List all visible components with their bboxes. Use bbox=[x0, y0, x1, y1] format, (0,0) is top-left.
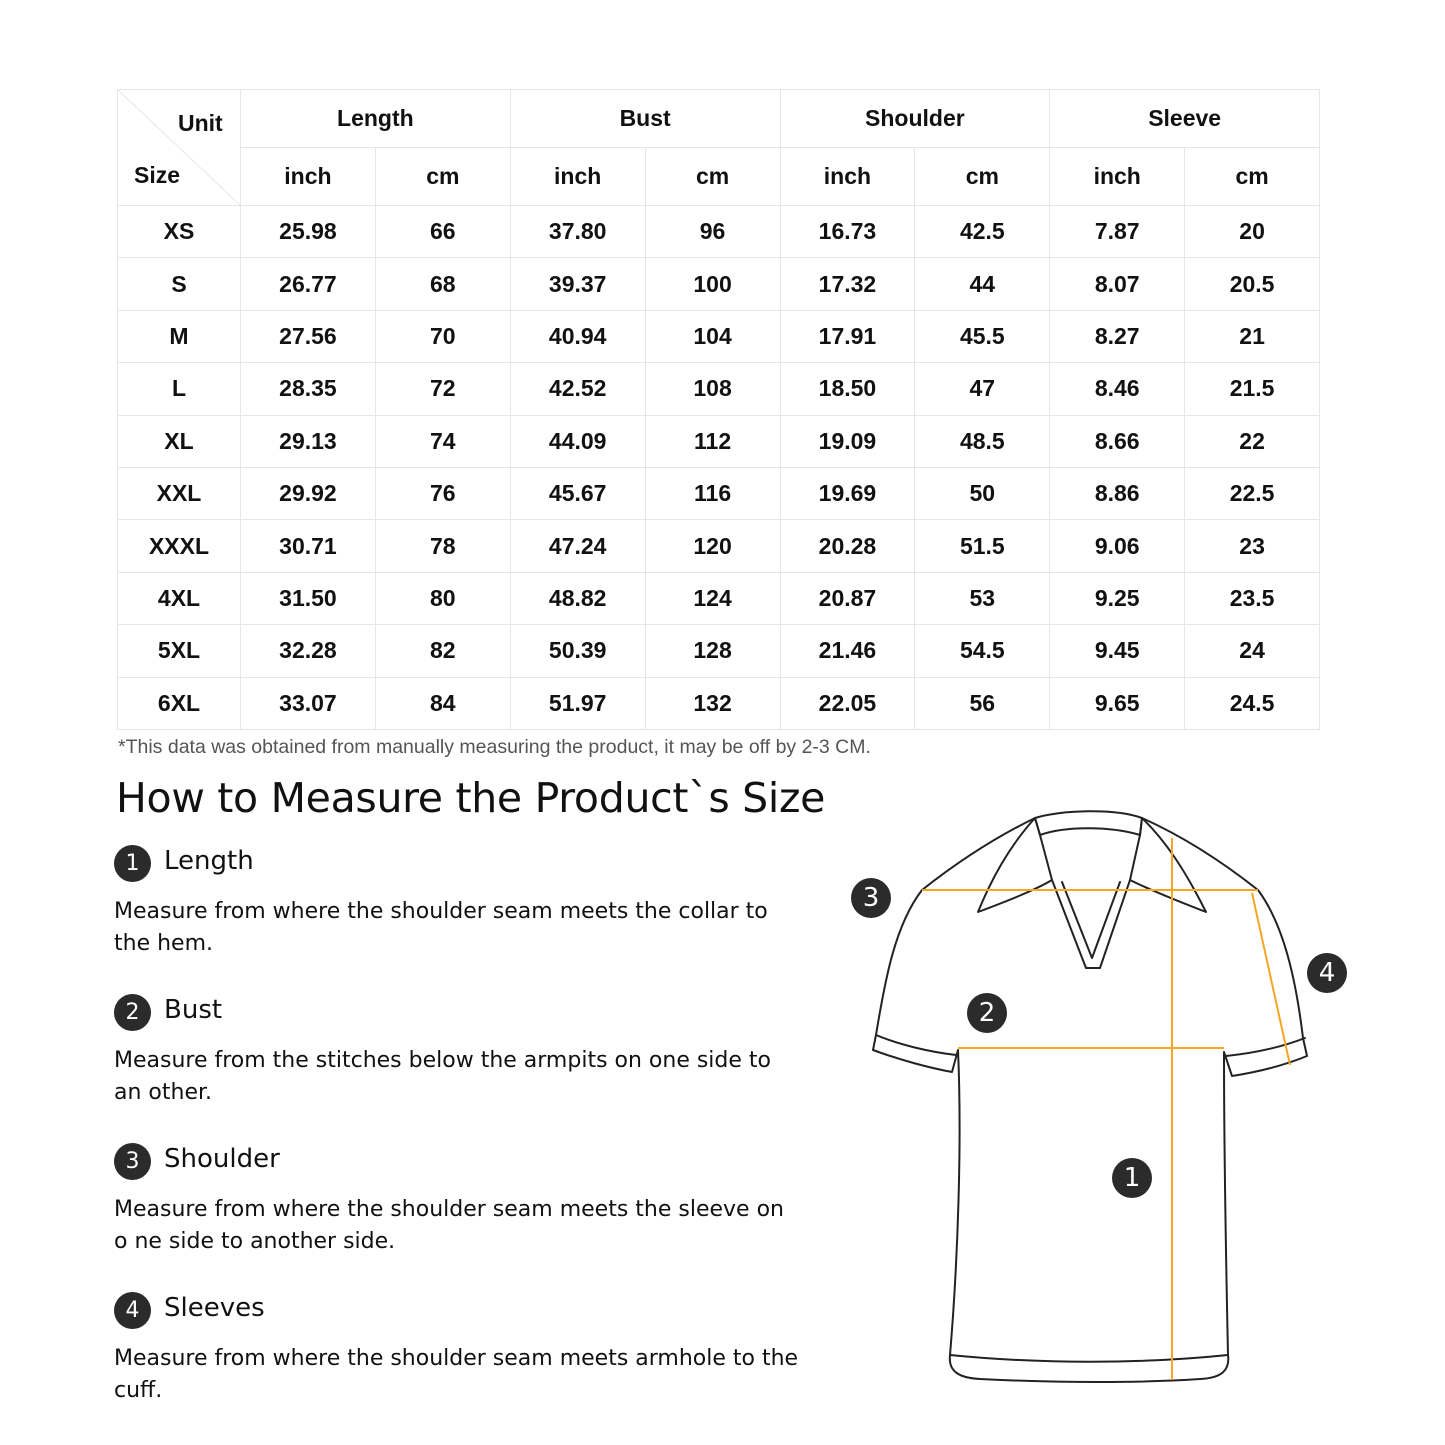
measurement-cell: 20 bbox=[1185, 206, 1320, 258]
diagram-marker-sleeve: 4 bbox=[1307, 953, 1347, 993]
measurement-footnote: *This data was obtained from manually measuring the product, it may be off by 2-3 CM. bbox=[118, 736, 871, 758]
table-row bbox=[118, 206, 1320, 258]
measurement-cell: 24.5 bbox=[1185, 677, 1320, 729]
unit-cell: inch bbox=[241, 148, 376, 206]
measurement-cell: 29.92 bbox=[241, 467, 376, 519]
table-row bbox=[118, 467, 1320, 519]
shirt-outline bbox=[873, 811, 1307, 1382]
measurement-cell: 68 bbox=[375, 258, 510, 310]
step-number-badge: 2 bbox=[114, 994, 151, 1031]
measurement-cell: 44.09 bbox=[510, 415, 645, 467]
step-description: Measure from where the shoulder seam meets the sleeve on o ne side to another side. bbox=[114, 1197, 784, 1254]
howto-title: How to Measure the Product`s Size bbox=[116, 774, 826, 822]
measurement-cell: 37.80 bbox=[510, 206, 645, 258]
table-corner-cell bbox=[118, 90, 241, 206]
measurement-cell: 56 bbox=[915, 677, 1050, 729]
step-description: Measure from the stitches below the armpits on one side to an other. bbox=[114, 1048, 772, 1105]
unit-cell: inch bbox=[510, 148, 645, 206]
size-label-cell: XS bbox=[118, 206, 241, 258]
measurement-cell: 40.94 bbox=[510, 310, 645, 362]
measurement-cell: 50 bbox=[915, 467, 1050, 519]
table-row bbox=[118, 310, 1320, 362]
measurement-cell: 20.28 bbox=[780, 520, 915, 572]
size-label-cell: S bbox=[118, 258, 241, 310]
measurement-cell: 17.32 bbox=[780, 258, 915, 310]
measurement-cell: 20.87 bbox=[780, 572, 915, 624]
measurement-cell: 21.5 bbox=[1185, 363, 1320, 415]
measurement-cell: 72 bbox=[375, 363, 510, 415]
measurement-cell: 19.69 bbox=[780, 467, 915, 519]
measurement-cell: 96 bbox=[645, 206, 780, 258]
unit-cell: cm bbox=[915, 148, 1050, 206]
measurement-cell: 44 bbox=[915, 258, 1050, 310]
measurement-cell: 104 bbox=[645, 310, 780, 362]
measurement-cell: 22.5 bbox=[1185, 467, 1320, 519]
measurement-cell: 22 bbox=[1185, 415, 1320, 467]
table-row bbox=[118, 625, 1320, 677]
measurement-cell: 9.25 bbox=[1050, 572, 1185, 624]
header-length: Length bbox=[241, 90, 511, 148]
measurement-cell: 84 bbox=[375, 677, 510, 729]
measurement-cell: 39.37 bbox=[510, 258, 645, 310]
measurement-cell: 132 bbox=[645, 677, 780, 729]
size-label-cell: L bbox=[118, 363, 241, 415]
measurement-cell: 42.5 bbox=[915, 206, 1050, 258]
measurement-cell: 70 bbox=[375, 310, 510, 362]
step-number-badge: 1 bbox=[114, 845, 151, 882]
unit-cell: cm bbox=[645, 148, 780, 206]
measurement-cell: 42.52 bbox=[510, 363, 645, 415]
measurement-cell: 23.5 bbox=[1185, 572, 1320, 624]
header-sleeve: Sleeve bbox=[1050, 90, 1320, 148]
measurement-cell: 9.45 bbox=[1050, 625, 1185, 677]
table-header-row bbox=[118, 90, 1320, 148]
size-label-cell: M bbox=[118, 310, 241, 362]
measurement-cell: 33.07 bbox=[241, 677, 376, 729]
measurement-cell: 74 bbox=[375, 415, 510, 467]
measurement-cell: 128 bbox=[645, 625, 780, 677]
measurement-cell: 9.65 bbox=[1050, 677, 1185, 729]
measurement-cell: 47 bbox=[915, 363, 1050, 415]
measurement-cell: 50.39 bbox=[510, 625, 645, 677]
measurement-cell: 8.07 bbox=[1050, 258, 1185, 310]
measurement-cell: 17.91 bbox=[780, 310, 915, 362]
measurement-cell: 82 bbox=[375, 625, 510, 677]
measurement-cell: 45.5 bbox=[915, 310, 1050, 362]
measurement-cell: 8.66 bbox=[1050, 415, 1185, 467]
measurement-cell: 8.27 bbox=[1050, 310, 1185, 362]
measurement-cell: 112 bbox=[645, 415, 780, 467]
measurement-cell: 116 bbox=[645, 467, 780, 519]
measurement-cell: 54.5 bbox=[915, 625, 1050, 677]
measurement-cell: 19.09 bbox=[780, 415, 915, 467]
step-number-badge: 4 bbox=[114, 1292, 151, 1329]
measurement-cell: 76 bbox=[375, 467, 510, 519]
shirt-measurement-diagram bbox=[840, 800, 1320, 1390]
measurement-cell: 108 bbox=[645, 363, 780, 415]
unit-cell: cm bbox=[1185, 148, 1320, 206]
size-label-cell: 5XL bbox=[118, 625, 241, 677]
step-name: Bust bbox=[164, 995, 223, 1025]
unit-cell: inch bbox=[780, 148, 915, 206]
measurement-cell: 16.73 bbox=[780, 206, 915, 258]
measurement-cell: 24 bbox=[1185, 625, 1320, 677]
measurement-cell: 8.46 bbox=[1050, 363, 1185, 415]
step-number-badge: 3 bbox=[114, 1143, 151, 1180]
size-label-cell: XXXL bbox=[118, 520, 241, 572]
size-label-cell: 6XL bbox=[118, 677, 241, 729]
measurement-cell: 23 bbox=[1185, 520, 1320, 572]
table-row bbox=[118, 258, 1320, 310]
measurement-cell: 48.82 bbox=[510, 572, 645, 624]
step-description: Measure from where the shoulder seam meets armhole to the cuff. bbox=[114, 1346, 799, 1403]
table-row bbox=[118, 520, 1320, 572]
measurement-cell: 20.5 bbox=[1185, 258, 1320, 310]
corner-size-label: Size bbox=[134, 162, 181, 188]
measurement-cell: 25.98 bbox=[241, 206, 376, 258]
diagram-marker-shoulder: 3 bbox=[851, 878, 891, 918]
measurement-cell: 45.67 bbox=[510, 467, 645, 519]
measurement-cell: 51.97 bbox=[510, 677, 645, 729]
measurement-cell: 29.13 bbox=[241, 415, 376, 467]
measurement-cell: 22.05 bbox=[780, 677, 915, 729]
corner-unit-label: Unit bbox=[178, 110, 223, 136]
diagram-marker-bust: 2 bbox=[967, 993, 1007, 1033]
sleeve-line bbox=[1252, 893, 1290, 1065]
measurement-cell: 47.24 bbox=[510, 520, 645, 572]
table-row bbox=[118, 677, 1320, 729]
header-shoulder: Shoulder bbox=[780, 90, 1050, 148]
measurement-cell: 9.06 bbox=[1050, 520, 1185, 572]
unit-cell: inch bbox=[1050, 148, 1185, 206]
measurement-cell: 7.87 bbox=[1050, 206, 1185, 258]
measurement-cell: 51.5 bbox=[915, 520, 1050, 572]
measurement-cell: 21.46 bbox=[780, 625, 915, 677]
measurement-cell: 18.50 bbox=[780, 363, 915, 415]
table-row bbox=[118, 415, 1320, 467]
measurement-cell: 26.77 bbox=[241, 258, 376, 310]
size-label-cell: XXL bbox=[118, 467, 241, 519]
measurement-cell: 30.71 bbox=[241, 520, 376, 572]
size-label-cell: XL bbox=[118, 415, 241, 467]
measurement-cell: 53 bbox=[915, 572, 1050, 624]
table-unit-row bbox=[118, 148, 1320, 206]
size-chart-table bbox=[117, 89, 1320, 730]
measurement-cell: 120 bbox=[645, 520, 780, 572]
measurement-cell: 124 bbox=[645, 572, 780, 624]
measurement-cell: 32.28 bbox=[241, 625, 376, 677]
size-label-cell: 4XL bbox=[118, 572, 241, 624]
measurement-cell: 100 bbox=[645, 258, 780, 310]
table-row bbox=[118, 572, 1320, 624]
measurement-cell: 78 bbox=[375, 520, 510, 572]
measurement-cell: 21 bbox=[1185, 310, 1320, 362]
measurement-cell: 31.50 bbox=[241, 572, 376, 624]
measurement-cell: 66 bbox=[375, 206, 510, 258]
step-name: Sleeves bbox=[164, 1293, 265, 1323]
measurement-cell: 80 bbox=[375, 572, 510, 624]
measurement-cell: 27.56 bbox=[241, 310, 376, 362]
diagram-marker-length: 1 bbox=[1112, 1158, 1152, 1198]
measurement-cell: 48.5 bbox=[915, 415, 1050, 467]
measurement-cell: 28.35 bbox=[241, 363, 376, 415]
measurement-cell: 8.86 bbox=[1050, 467, 1185, 519]
header-bust: Bust bbox=[510, 90, 780, 148]
step-description: Measure from where the shoulder seam meets the collar to the hem. bbox=[114, 899, 768, 956]
step-name: Shoulder bbox=[164, 1144, 280, 1174]
step-name: Length bbox=[164, 846, 254, 876]
unit-cell: cm bbox=[375, 148, 510, 206]
table-row bbox=[118, 363, 1320, 415]
